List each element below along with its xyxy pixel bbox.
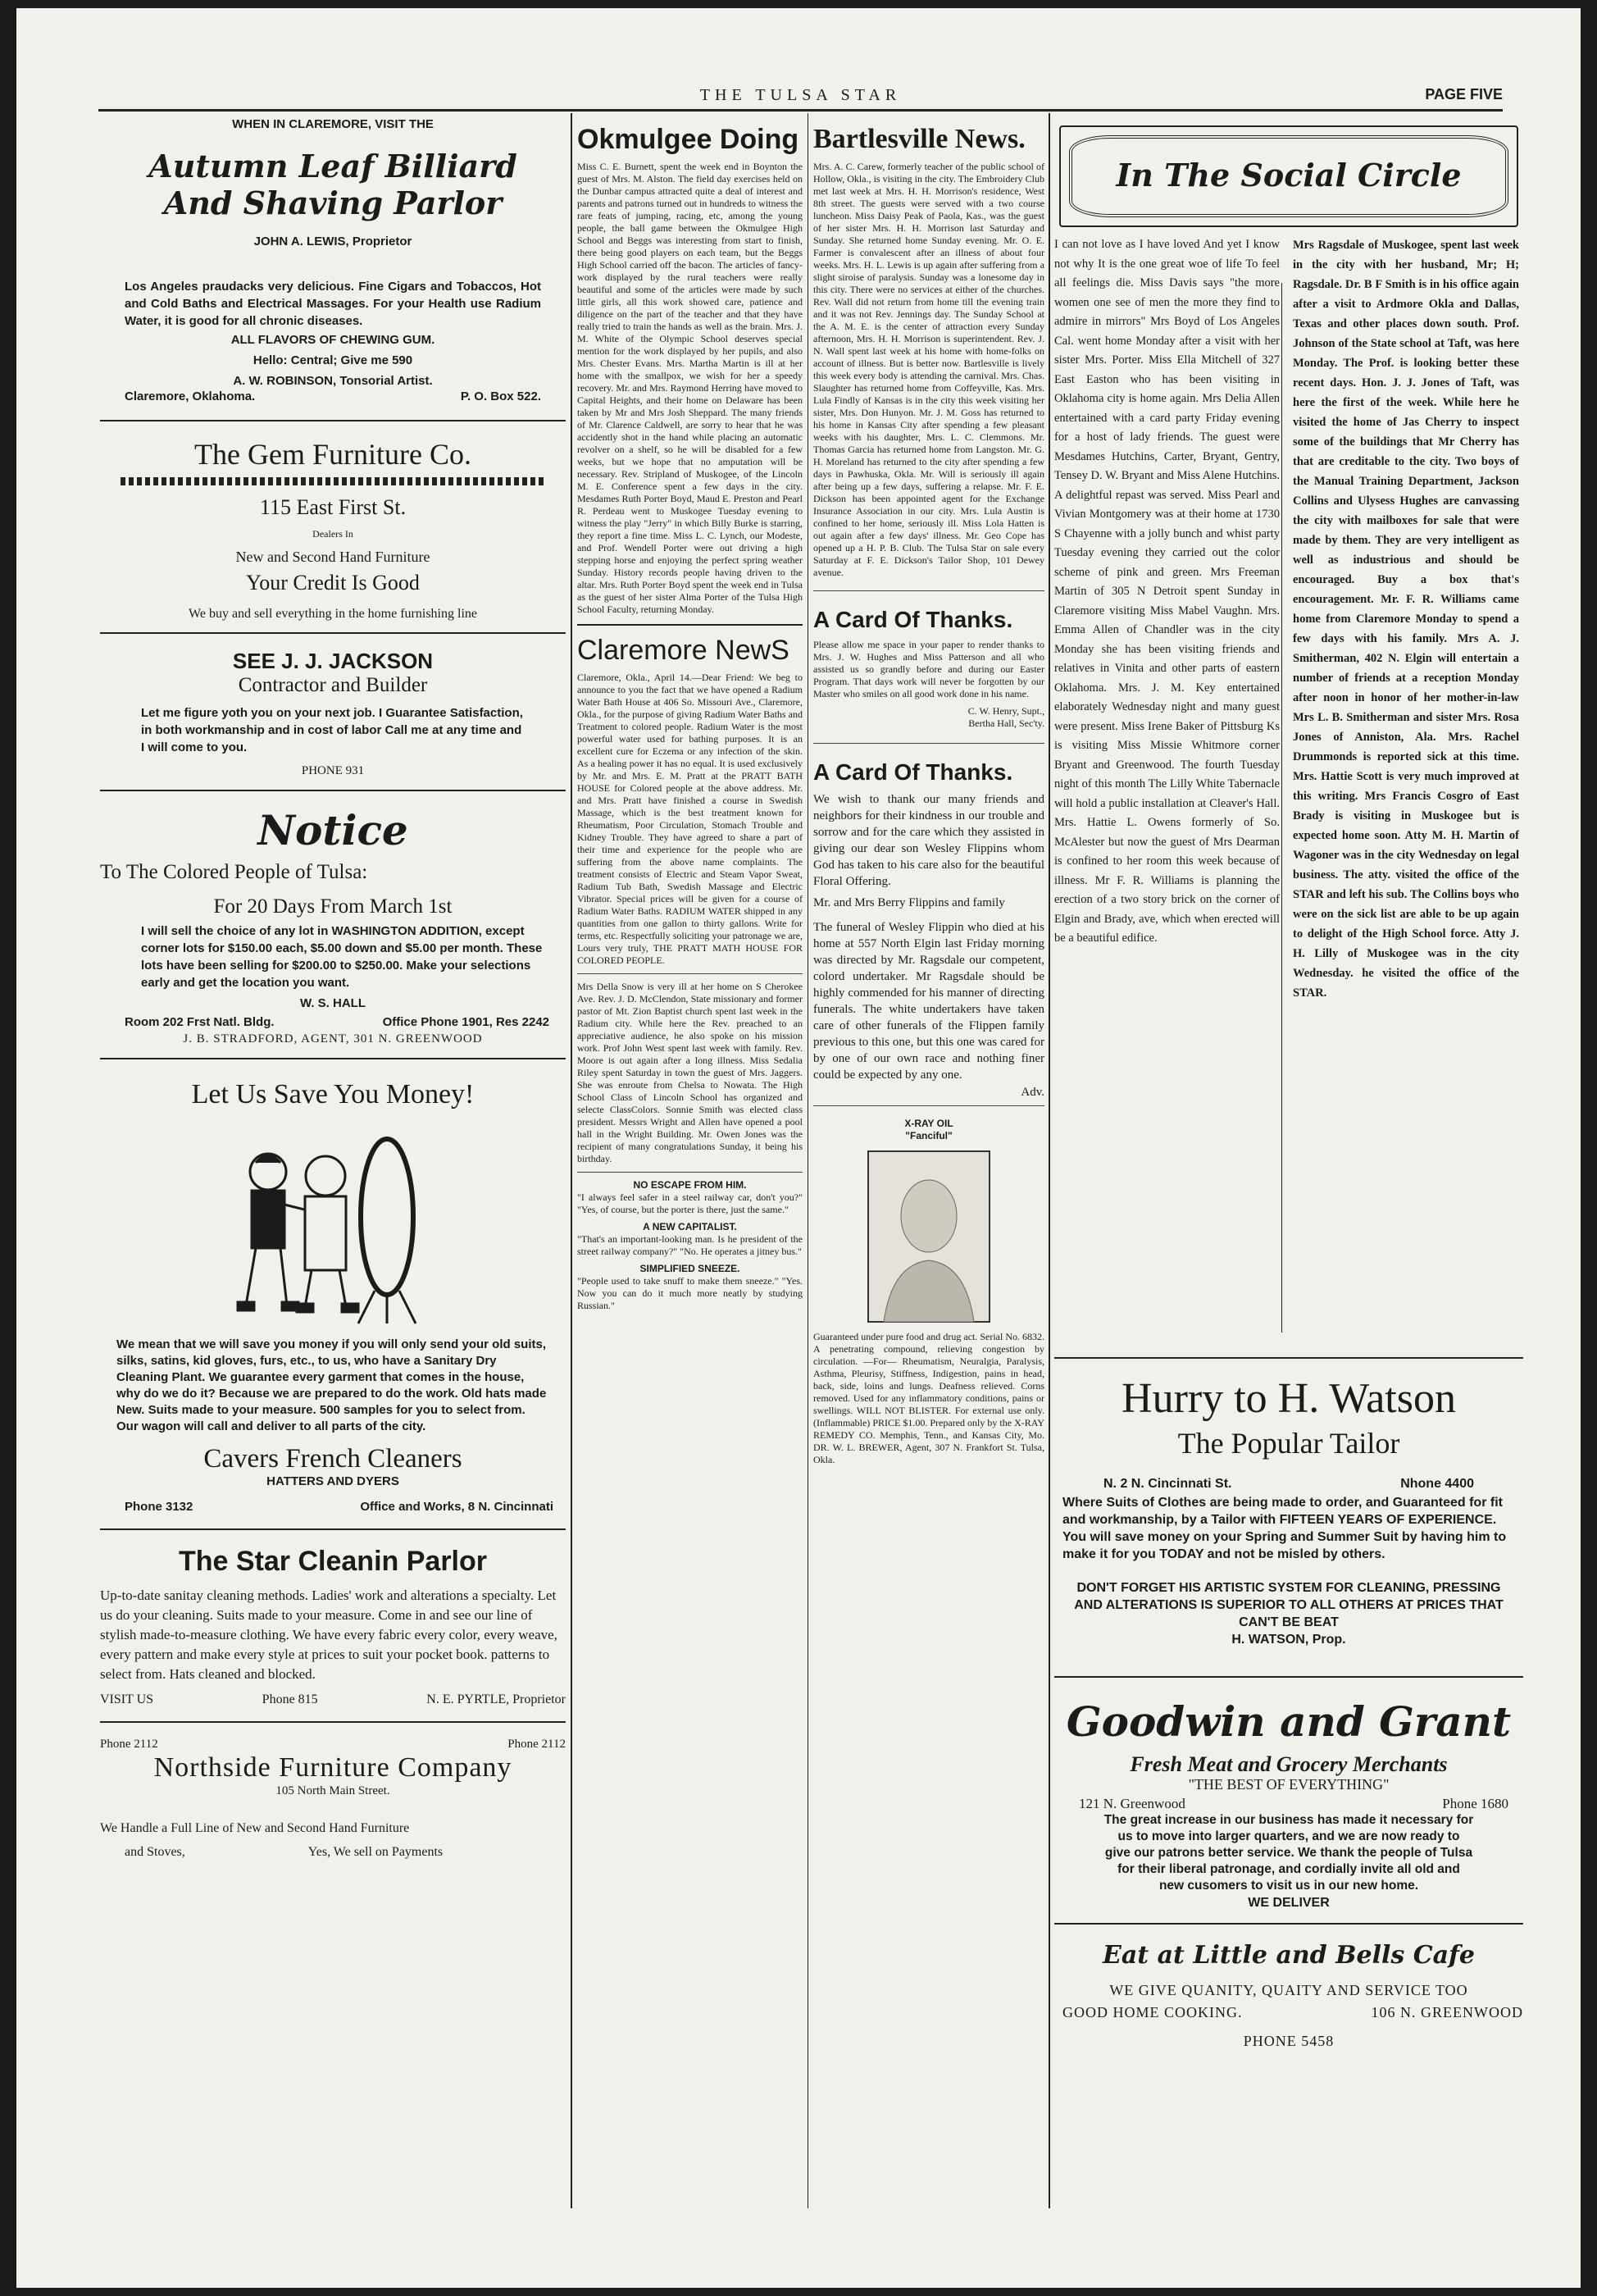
ad-title: The Star Cleanin Parlor: [179, 1546, 487, 1577]
paper-title: THE TULSA STAR: [699, 86, 902, 104]
ad-gum: ALL FLAVORS OF CHEWING GUM.: [230, 333, 435, 347]
ad-headline: Let Us Save You Money!: [191, 1079, 475, 1109]
ad-intro: WHEN IN CLAREMORE, VISIT THE: [232, 117, 434, 131]
ad-body: Up-to-date sanitay cleaning methods. Ladies' work and alterations a specialty. Let us do your cleaning. Suits made to your measure. Come in and see our line of stylish made-to-measure clothing. We have every fabric every color, every weave, every pattern and make every style at prices to suit your pocket book. patterns to select from. Hats cleaned and blocked.: [100, 1588, 557, 1682]
ad-line1: We Handle a Full Line of New and Second Hand Furniture: [100, 1821, 410, 1835]
card-signature: Mr. and Mrs Berry Flippins and family: [813, 896, 1005, 909]
ad-seller: W. S. HALL: [300, 996, 366, 1010]
ad-office: Office and Works, 8 N. Cincinnati: [360, 1500, 553, 1514]
northside-ad: [100, 1738, 566, 1859]
ad-line2a: and Stoves,: [125, 1845, 185, 1859]
claremore-article: Claremore, Okla., April 14.—Dear Friend: We beg to announce to you the fact that we have opened a Radium Water Bath House at 406 So. Missouri Ave., Claremore, Okla., for the purpose of giving Radium Water Baths and Treatment to colored people. Radium Water is the most powerful water used for bathing purposes. It is an excellent cure for Eczema or any infection of the skin. As a healing power it has no equal. It is used exclusively by Mr. and Mrs. E. M. Pratt at the PRATT BATH HOUSE for Colored people at the above address. Mr. and Mrs. Pratt have finished a course in Swedish Massage, which is the best treatment known for Rheumatism, Poor Circulation, Stomach Trouble and Kidney Trouble. They have agreed to share a part of their time and experience for the people who are suffering from the above name complaints. The treatment consists of Electric and Steam Vapor Sweat, Radium Tub Bath, Swedish Massage and Electric Vibrator. Special prices will be given for a course of Radium Water Baths. RADIUM WATER shipped in any quantities from one gallon to thirty gallons. Write for terms, etc. Respectfully soliciting your patronage we are, Lours very truly, THE PRATT MATH HOUSE FOR COLORED PEOPLE.: [577, 672, 803, 966]
ad-line: New and Second Hand Furniture: [235, 549, 430, 565]
joke-title: SIMPLIFIED SNEEZE.: [639, 1263, 740, 1274]
news-column-3: [813, 123, 1044, 1466]
ad-subtitle: The Popular Tailor: [1177, 1427, 1400, 1460]
ad-body: We mean that we will save you money if you will only send your old suits, silks, satins, kid gloves, furs, etc., to us, who have a Sanitary Dry Cleaning Plant. We guarantee every garment that comes in the house, why do we do it? Because we are prepared to do the work. Old hats made New. Suits made to your measure. 500 samples for you to select from. Our wagon will call and deliver to all parts of the city.: [116, 1337, 547, 1433]
ad-title: Eat at Little and Bells Cafe: [1102, 1941, 1476, 1970]
star-cleaning-ad: [100, 1545, 566, 1706]
xray-oil-ad: [813, 1118, 1044, 1466]
divider: [813, 743, 1044, 744]
ad-proprietor: N. E. PYRTLE, Proprietor: [426, 1692, 566, 1706]
divider: [100, 1528, 566, 1530]
ad-phone: Nhone 4400: [1400, 1477, 1474, 1491]
bartlesville-article: Mrs. A. C. Carew, formerly teacher of the public school of Hollow, Okla., is visiting in the city. The Embroidery Club met last week at Mrs. H. H. Morrison's residence, West 8th street. The guests were served with a two course luncheon. Miss Daisy Peak of Paola, Kas., was the guest of her sister Mrs. H. H. Morrison last Saturday and Sunday. She returned home Sunday evening. Mr. O. E. Farmer is convalescent after an illness of about four weeks. Mrs. H. L. Lewis is up again after suffering from a slight siroise of paralysis. Sunday was a lonesome day in this city. There were no services at either of the churches. Rev. Wall did not return from home till the evening train and it was not Rev. Jennings day. The Sunday School at the A. M. E. is the center of attraction every Sunday afternoon, Mrs. H. H. Morrison is superintendent. Rev. J. N. Wall spent last week at his home with home-folks on account of illness. But is better now. Bartlesville is lively this week every body is attending the carnival. Mrs. Chas. Slaughter has returned home from Coffeyville, Kas. Mrs. Lula Findly of Kansas is in the city this week visiting her sister, Mrs. Don Hunyon. Mr. J. M. Goss has returned to his home in Kansas City after spending a few pleasant weeks with his daughter, Mrs. L. C. Clemmons. Mr. Thomas Garcia has returned home from Langston. Mr. G. H. Moreland has returned to the city after spending a few days in Pawhuska, Okla. Mr. Will is seriously ill again after being up a few days, suffering a relapse. Mr. F. E. Dickson has been appointed agent for the Exchange Insurance Association in our city. Mrs. Lula Austin is confined to her home, seriously ill. Miss Lola Hatten is out again after a few days' illness. Mr. Geo Cope has opened up a H. P. B. Club. The Tulsa Star on sale every Saturday at F. E. Dickson's Tailor Shop, 101 Dewey avenue.: [813, 161, 1044, 578]
ad-credit: Your Credit Is Good: [246, 571, 420, 594]
ad-line1: WE GIVE QUANITY, QUAITY AND SERVICE TOO: [1109, 1982, 1468, 1998]
ad-days: For 20 Days From March 1st: [213, 895, 453, 918]
ad-subtitle: Fresh Meat and Grocery Merchants: [1130, 1752, 1448, 1776]
ad-phone: PHONE 5458: [1243, 2033, 1335, 2049]
cafe-ad: [1054, 1941, 1523, 2048]
joke-text: "People used to take snuff to make them sneeze." "Yes. Now you can do it much more neatly by studying Russian.": [577, 1275, 803, 1311]
divider: [100, 790, 566, 791]
ad-dealers: Dealers In: [312, 528, 353, 540]
ad-room: Room 202 Frst Natl. Bldg.: [125, 1015, 275, 1029]
billiard-ad: [100, 117, 566, 403]
ad-note: DON'T FORGET HIS ARTISTIC SYSTEM FOR CLEANING, PRESSING AND ALTERATIONS IS SUPERIOR TO ALL OTHERS AT PRICES THAT CAN'T BE BEAT: [1074, 1581, 1504, 1629]
divider: [577, 973, 803, 974]
ad-phone: Phone 1680: [1442, 1796, 1508, 1811]
ad-title: Hurry to H. Watson: [1122, 1375, 1456, 1422]
card-of-thanks-text: We wish to thank our many friends and neighbors for their kindness in our trouble and sorrow and for the care which they assisted in giving our dear son Wesley Flippins whom God has taken to his care also for the beautiful Floral Offering.: [813, 793, 1044, 888]
joke-text: "I always feel safer in a steel railway car, don't you?" "Yes, of course, but the porter is there, just the same.": [577, 1191, 803, 1215]
ad-phone: PHONE 931: [301, 764, 365, 777]
notice-ad: [100, 808, 566, 1046]
bartlesville-headline: Bartlesville News.: [813, 124, 1026, 154]
goodwin-grant-ad: [1054, 1699, 1523, 1910]
ad-title: Autumn Leaf Billiard And Shaving Parlor: [148, 148, 517, 221]
ornament-border: [121, 477, 545, 485]
column-divider: [571, 113, 572, 2208]
ad-title: The Gem Furniture Co.: [194, 438, 471, 471]
ad-slogan: "THE BEST OF EVERYTHING": [1188, 1776, 1390, 1793]
ad-body: Los Angeles praudacks very delicious. Fine Cigars and Tobaccos, Hot and Cold Baths and Electrical Massages. For your Health use Radium Water, it is good for all chronic diseases.: [125, 280, 541, 328]
okmulgee-headline: Okmulgee Doing: [577, 124, 799, 155]
column-divider: [1049, 113, 1050, 2208]
ad-body: Let me figure yoth you on your next job. I Guarantee Satisfaction, in both workmanship and in cost of labor Call me at any time and I will come to you.: [141, 706, 523, 754]
divider: [577, 624, 803, 626]
okmulgee-article: Miss C. E. Burnett, spent the week end in Boynton the guest of Mrs. M. Alston. The field day exercises held on the Dunbar campus attracted quite a deal of interest and parents and patrons turned out in hundreds to witness the rare feats of jumping, racing, etc, among the young people, the ball game between the Okmulgee High School and Beggs was interesting from start to finish, there being good players on each team, but the Beggs High School carried off the bacon. The articles of fancy-work displayed by the rural teachers were really beautiful and some of the articles were made by such little girls, all this work showed care, patience and diligence on the part of the teacher and that they have really tried to train the hands as well as the brain. Mrs. J. M. White of the Olympic School deserves special mention for the work displayed by her pupils, and also Mrs. Chester Evans. Mrs. Martha Martin is ill at her home with the smallpox, we wish for her a speedy recovery. Mr. and Mrs. Raymond Herring have moved to Capital Heights, and their home on Delaware has been taken by Mr and Mrs Josh Sheppard. The many friends of Mr. Clarence Caldwell, are sorry to hear that he was accidently shot in the hand while placing an automatic revolver on a shelf, so he will be disabled for a few weeks, but we hope that no amputation will be necessary. Rev. Stripland of Muskogee, of the Lincoln M. E. Conference spent a few days in the city. Mesdames Ruth Porter Boyd, Maud E. Preston and Pearl R. Perdeau went to Muskogee Tuesday evening to witness the play "Jerry" in which Billy Burke is starring, they report a fine time. Miss L. C. Lynch, our Modeste, and Prof. Wendell Porter were out driving a high stepping horse and enjoying the perfect spring weather Sunday. History records people having driven to the altar. Mrs. Ruth Porter Boyd spent the week end in Tulsa as the guest of her sister Alma Porter of the Tulsa High School Faculty, returning Monday.: [577, 161, 803, 615]
social-notes-left: I can not love as I have loved And yet I know not why It is the one great woe of life To feel all feelings die. Miss Davis says "the more women one see of men the more they find to admire in mirrors" Mrs Boyd of Los Angeles Cal. went home Monday after a visit with her sister Mrs. Porter. Miss Ella Mitchell of 327 East Easton who has been visiting in Oklahoma city is home again. Mrs Delia Allen entertained with a card party Friday evening for a host of lady friends. The guest were Mesdames Hutchins, Carter, Bryant, Gentry, Tensey D. W. Bryant and Miss Alene Hutchins. A delightful repast was served. Miss Pearl and Vivian Montgomery was at their home at 1730 S Chayenne with a jolly bunch and whist party Tuesday evening they carried out the color scheme of pink and green. Mrs Freeman Martin of 305 N Detroit spent Sunday in Claremore visiting Miss Mabel Vaughn. Mrs. Emma Allen of Chandler was in the city Monday she has been visiting friends and relatives in Vinita and other parts of eastern Oklahoma. Mrs. J. M. Key entertained elaborately Wednesday night and many guest were present. Miss Irene Baker of Pittsburg Ks is visiting Miss Missie Whitmore corner Bryant and Greenwood. The fourth Tuesday night of this month The Lilly White Tabernacle will hold a public installation at Cleaver's Hall. Mrs. Hattie L. Owens formerly of So. McAlester but now the guest of Mrs Dearman is confined to her room this week because of illness. Mr F. R. Williams is planning the erection of a two story brick on the corner of Elgin and Brady, ave, which when erected will be a beautiful edifice.: [1054, 238, 1280, 945]
ad-title: Cavers French Cleaners: [203, 1444, 462, 1474]
ad-subtitle: HATTERS AND DYERS: [266, 1474, 399, 1488]
ad-subtitle: To The Colored People of Tulsa:: [100, 861, 368, 883]
ad-role: Contractor and Builder: [238, 674, 428, 696]
divider: [100, 1721, 566, 1723]
ad-address: 121 N. Greenwood: [1079, 1796, 1185, 1811]
ad-tagline: We buy and sell everything in the home furnishing line: [189, 607, 477, 621]
ad-agent: J. B. STRADFORD, AGENT, 301 N. GREENWOOD: [183, 1032, 483, 1046]
divider: [577, 1172, 803, 1173]
ad-visit: VISIT US: [100, 1692, 154, 1706]
social-circle-banner: [1059, 125, 1518, 227]
ad-box: P. O. Box 522.: [460, 390, 541, 403]
card-signature: C. W. Henry, Supt.,: [967, 705, 1044, 717]
card-of-thanks-headline: A Card Of Thanks.: [813, 759, 1013, 785]
divider: [813, 590, 1044, 591]
ad-title: Notice: [257, 806, 408, 854]
watson-ad: [1054, 1375, 1523, 1647]
ad-address: N. 2 N. Cincinnati St.: [1103, 1477, 1232, 1491]
card-of-thanks-text: Please allow me space in your paper to render thanks to Mrs. J. W. Hughes and Miss Patterson and all who assisted us so grandly before and during our Easter Program. That days work will never be forgotten by our Master who smiles on all good work done in his name.: [813, 639, 1044, 699]
header-rule: [98, 109, 1503, 112]
ad-line2b: Yes, We sell on Payments: [307, 1845, 444, 1859]
ad-address: 105 North Main Street.: [275, 1784, 390, 1797]
section-title: In The Social Circle: [1116, 157, 1462, 194]
ad-phone: Hello: Central; Give me 590: [253, 353, 413, 367]
newspaper-page: [16, 8, 1581, 2288]
product-description: Guaranteed under pure food and drug act. Serial No. 6832. A penetrating compound, relieving congestion by circulation. —For— Rheumatism, Neuralgia, Paralysis, Asthma, Pleurisy, Stiffness, Indigestion, pains in head, back, side, loins and lungs. Deafness relieved. Corns removed. Used for any inflammatory conditions, pains or swellings. WILL NOT BLISTER. For external use only. (Inflammable) PRICE $1.00. Prepared only by the X-RAY REMEDY CO. Memphis, Tenn., and Kansas City, Mo. DR. W. L. BREWER, Agent, 307 N. Frankfort St. Tulsa, Okla.: [813, 1331, 1044, 1465]
product-tagline: "Fanciful": [905, 1130, 953, 1141]
ad-title: SEE J. J. JACKSON: [232, 649, 434, 673]
social-notes-right: Mrs Ragsdale of Muskogee, spent last week in the city with her husband, Mr; H; Ragsdale. Dr. B F Smith is in his office again after a visit to Ardmore Okla and Dallas, Texas and other places down south. Prof. Johnson of the State school at Taft, was here Monday. The Prof. is looking better these recent days. Hon. J. J. Jones of Taft, was here the first of the week. While here he visited the home of Jas Cherry to inspect some of the buildings that Mr Cherry has that are creditable to the city. Two boys of the Manual Training Department, Jackson Collins and Ulysess Hughes are canvassing the city with mailboxes for sale that were made by them. They are very intelligent as well as industrious and should be encouraged. Buy a box that's encouragement. Mr. F. R. Williams came home from Claremore Monday to spend a few days with his family. Mrs A. J. Smitherman, 402 N. Elgin will entertain a number of friends at a reception Monday after noon in honor of her mother-in-law Mrs L. B. Smitherman and sister Mrs. Rosa Jones of Anniston, Ala. Mrs. Rachel Drummonds is reported sick at this time. Mrs. Hattie Scott is very much improved at this writing. Mrs Francis Cosgro of East Brady is visiting in Muskogee but is expected home soon. Atty M. H. Martin of Wagoner was in the city Wednesday on legal business. The atty. visited the office of the STAR and left his sub. The Collins boys who were on the sick list are able to be up again to delight of the High School force. Atty J. H. Lilly of Muskogee was in the city Wednesday. he visited the office of the STAR.: [1293, 239, 1519, 1000]
ads-column: [100, 117, 566, 1859]
cavers-ad: [100, 1079, 566, 1514]
ad-proprietor: H. WATSON, Prop.: [1231, 1633, 1346, 1647]
ad-proprietor: JOHN A. LEWIS, Proprietor: [253, 235, 412, 248]
divider: [1054, 1923, 1523, 1925]
card-signature: Bertha Hall, Sec'ty.: [968, 718, 1044, 729]
ad-artist: A. W. ROBINSON, Tonsorial Artist.: [233, 374, 433, 388]
divider: [100, 632, 566, 634]
divider: [100, 420, 566, 421]
divider: [1054, 1357, 1523, 1359]
ad-body: I will sell the choice of any lot in WASHINGTON ADDITION, except corner lots for $150.00 each, $5.00 down and $5.00 per month. These lots have been selling for $200.00 to $250.00. Make your selections early and get the location you want.: [141, 924, 543, 990]
claremore-headline: Claremore NewS: [577, 635, 789, 666]
portrait-image: [867, 1150, 990, 1323]
cleaning-illustration: [100, 1127, 566, 1332]
ad-address: 115 East First St.: [259, 495, 407, 519]
joke-title: NO ESCAPE FROM HIM.: [633, 1179, 747, 1191]
ad-deliver: WE DELIVER: [1248, 1896, 1330, 1910]
joke-text: "That's an important-looking man. Is he president of the street railway company?" "No. He operates a jitney bus.": [577, 1233, 803, 1257]
ad-title: Goodwin and Grant: [1066, 1697, 1512, 1746]
joke-title: A NEW CAPITALIST.: [643, 1221, 737, 1232]
society-column: [1054, 119, 1523, 1003]
divider: [1054, 1676, 1523, 1678]
divider: [813, 1105, 1044, 1106]
news-column-2: [577, 123, 803, 1312]
page-number: PAGE FIVE: [1425, 86, 1503, 102]
ad-line2b: 106 N. GREENWOOD: [1371, 2004, 1523, 2020]
ad-phone-left: Phone 2112: [100, 1738, 158, 1751]
local-notes: Mrs Della Snow is very ill at her home on S Cherokee Ave. Rev. J. D. McClendon, State missionary and former pastor of Mt. Zion Baptist church spent last week in the Radium city. While here the Rev. preached to an appreciative audience, he also spoke on his mission work. Prof John West spent last week with family. Rev. Moore is out again after a long illness. Miss Sedalia Riley spent Saturday in town the guest of Mrs. Jaggers. She was enroute from Chelsa to Nowata. The High School Class of Lincoln School has organized and selecte ClassColors. Sonnie Smith was elected class president. Messrs Wright and Allen have opened a pool hall in the Wright Building. Mr. Owen Jones was the recipient of many congratulations Sunday, it being his birthday.: [577, 981, 803, 1164]
ad-phone: Phone 3132: [125, 1500, 193, 1514]
tailor-ads-column: [1054, 1349, 1523, 2048]
ad-phone: Phone 815: [262, 1692, 318, 1706]
ad-title: Northside Furniture Company: [153, 1752, 512, 1783]
product-name: X-RAY OIL: [904, 1118, 953, 1129]
page-header: [98, 86, 1503, 107]
ad-phone-right: Phone 2112: [507, 1738, 566, 1751]
divider: [100, 1058, 566, 1059]
funeral-notice: The funeral of Wesley Flippin who died at his home at 557 North Elgin last Friday morning was directed by Mr. Ragsdale our competent, colord undertaker. Mr Ragsdale should be highly commended for his manner of directing funerals. The white undertakers have taken care of other funerals of the Flippen family previous to this one, but this one was cared for by one of our own race and nothing finer could be expected by any one.: [813, 921, 1044, 1082]
ad-line2a: GOOD HOME COOKING.: [1062, 2004, 1243, 2020]
ad-city: Claremore, Oklahoma.: [125, 390, 256, 403]
ad-office: Office Phone 1901, Res 2242: [382, 1015, 549, 1029]
adv-label: Adv.: [1021, 1086, 1044, 1099]
card-of-thanks-headline: A Card Of Thanks.: [813, 607, 1013, 632]
ad-body: The great increase in our business has made it necessary for us to move into larger quarters, and we are now ready to give our patrons better service. We thank the people of Tulsa for their liberal patronage, and cordially invite all old and new cusomers to visit us in our new home.: [1103, 1813, 1474, 1893]
gem-furniture-ad: [100, 438, 566, 621]
ad-body: Where Suits of Clothes are being made to order, and Guaranteed for fit and workmanship, by a Tailor with FIFTEEN YEARS OF EXPERIENCE. You will save money on your Spring and Summer Suit by having him to make it for you TODAY and not be misled by others.: [1062, 1496, 1507, 1561]
jackson-ad: [100, 649, 566, 778]
